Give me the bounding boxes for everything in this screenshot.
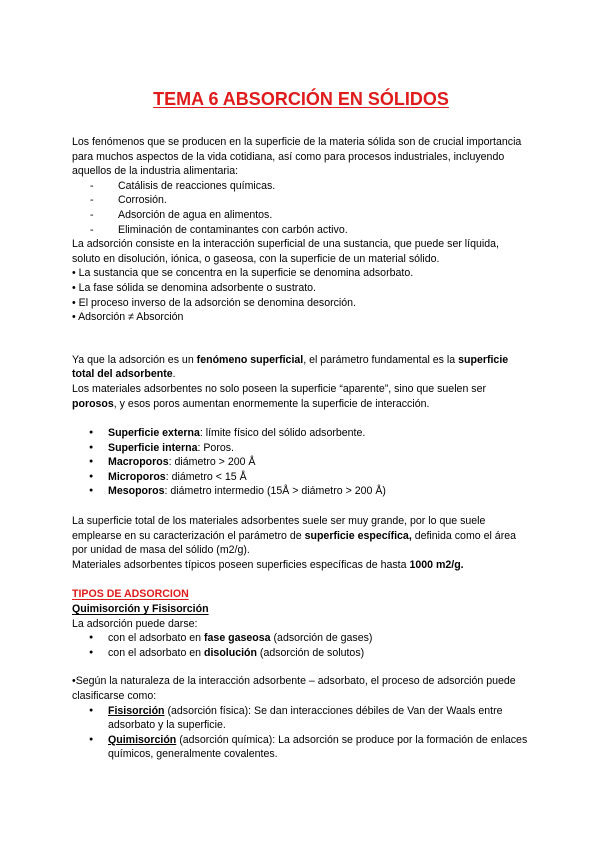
list-item: ● Superficie externa: límite físico del sólido adsorbente. xyxy=(72,426,530,441)
surface-list xyxy=(72,426,530,499)
surface-paragraph: Ya que la adsorción es un fenómeno superficial, el parámetro fundamental es la superficie total del adsorbente. xyxy=(72,353,509,381)
nature-paragraph: •Según la naturaleza de la interacción adsorbente – adsorbato, el proceso de adsorción puede clasificarse como: xyxy=(72,675,516,702)
type-list xyxy=(72,704,530,762)
porous-paragraph: Los materiales adsorbentes no solo poseen la superficie “aparente”, sino que suelen ser porosos, y esos poros aumentan enormemente la superficie de interacción. xyxy=(72,382,486,410)
intro-paragraph: Los fenómenos que se producen en la superficie de la materia sólida son de crucial importancia para muchos aspectos de la vida cotidiana, así como para procesos industriales, incluyendo aquellos de la industria alimentaria: xyxy=(72,136,522,178)
phase-list xyxy=(72,631,530,660)
sub-title: Quimisorción y Fisisorción xyxy=(72,603,209,616)
list-item: - Corrosión. xyxy=(72,193,530,208)
list-item: - Catálisis de reacciones químicas. xyxy=(72,179,530,194)
adsorption-definition: La adsorción consiste en la interacción superficial de una sustancia, que puede ser líquida, soluto en disolución, iónica, o gaseosa, con la superficie de un material sólido. xyxy=(72,238,499,265)
list-item: - Eliminación de contaminantes con carbón activo. xyxy=(72,223,530,238)
dash-list xyxy=(72,179,530,237)
list-item: ● Microporos: diámetro < 15 Å xyxy=(72,470,530,485)
list-item: ● Quimisorción (adsorción química): La adsorción se produce por la formación de enlaces químicos, generalmente covalentes. xyxy=(72,733,530,762)
list-item: ● con el adsorbato en fase gaseosa (adsorción de gases) xyxy=(72,631,530,646)
list-item: ● Superficie interna: Poros. xyxy=(72,441,530,456)
section-title: TIPOS DE ADSORCION xyxy=(72,588,189,601)
specific-surface-paragraph: La superficie total de los materiales adsorbentes suele ser muy grande, por lo que suele emplearse en su caracterización el parámetro de superficie específica, definida como el área por unidad de masa del sólido (m2/g). xyxy=(72,515,517,557)
dot-item: • El proceso inverso de la adsorción se denomina desorción. xyxy=(72,296,357,309)
dot-item: • Adsorción ≠ Absorción xyxy=(72,311,184,324)
page-title: TEMA 6 ABSORCIÓN EN SÓLIDOS xyxy=(153,89,449,109)
dot-item: • La sustancia que se concentra en la superficie se denomina adsorbato. xyxy=(72,267,414,280)
typical-materials-paragraph: Materiales adsorbentes típicos poseen superficies específicas de hasta 1000 m2/g. xyxy=(72,558,464,571)
list-item: ● Fisisorción (adsorción física): Se dan interacciones débiles de Van der Waals entre adsorbato y la superficie. xyxy=(72,704,530,733)
list-item: - Adsorción de agua en alimentos. xyxy=(72,208,530,223)
dot-item: • La fase sólida se denomina adsorbente o sustrato. xyxy=(72,281,316,294)
list-item: ● Mesoporos: diámetro intermedio (15Å > diámetro > 200 Å) xyxy=(72,484,530,499)
document-page xyxy=(72,88,530,762)
list-item: ● con el adsorbato en disolución (adsorción de solutos) xyxy=(72,646,530,661)
list-item: ● Macroporos: diámetro > 200 Å xyxy=(72,455,530,470)
can-occur-text: La adsorción puede darse: xyxy=(72,617,198,630)
